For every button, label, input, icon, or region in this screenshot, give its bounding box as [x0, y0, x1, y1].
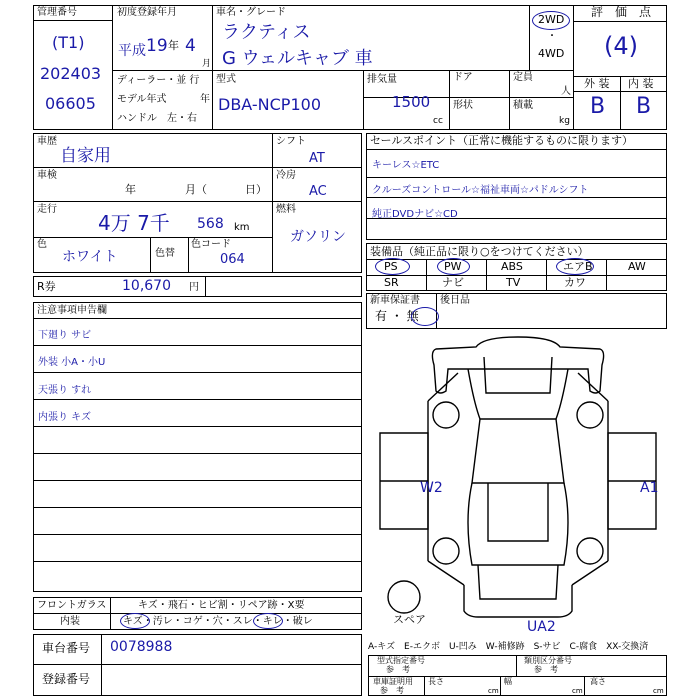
- recall-label: 後日品: [440, 295, 470, 306]
- recycle-value: 10,670: [122, 278, 171, 294]
- history-label: 車歴: [37, 136, 57, 147]
- ref-length: 長さ: [428, 677, 444, 686]
- sales-item-2: クルーズコントロール☆福祉車両☆パドルシフト: [372, 185, 589, 196]
- mileage-label: 走行: [37, 204, 57, 215]
- equip-sr: SR: [384, 276, 399, 289]
- capacity-unit: 人: [561, 86, 571, 97]
- displacement-value: 1500: [392, 93, 431, 111]
- chassis-label: 車台番号: [42, 641, 91, 655]
- shift-label: シフト: [276, 136, 306, 147]
- reg-year-unit: 年: [168, 39, 179, 52]
- drive-4wd: 4WD: [538, 47, 565, 60]
- ref-length-unit: cm: [488, 687, 499, 695]
- ref-cert-label: 車庫証明用: [373, 677, 413, 686]
- carname-grade: G ウェルキャブ 車: [222, 48, 373, 69]
- reg-month: 4: [185, 36, 196, 56]
- color-value: ホワイト: [62, 249, 118, 265]
- type-value: DBA-NCP100: [218, 95, 321, 114]
- doors-label: ドア: [453, 72, 473, 83]
- mileage-unit: km: [234, 222, 250, 233]
- carname-label: 車名・グレード: [216, 7, 286, 18]
- model-year-unit: 年: [200, 94, 210, 105]
- color-code-label: 色コード: [191, 239, 231, 250]
- ref-class-label: 類別区分番号: [524, 656, 572, 665]
- chassis-value: 0078988: [110, 639, 173, 655]
- mileage-value: 4万 7千: [98, 211, 170, 235]
- sales-item-1: キーレス☆ETC: [372, 160, 440, 171]
- fuel-label: 燃料: [276, 204, 296, 215]
- interior-label: 内装: [60, 616, 80, 627]
- ref-type-sub: 参 考: [386, 665, 410, 674]
- rating-int-label: 内 装: [628, 77, 654, 90]
- glass-options: キズ・飛石・ヒビ割・リペア跡・X要: [138, 600, 305, 611]
- rating-ext: B: [590, 94, 606, 119]
- mileage-sub: 568: [197, 216, 224, 232]
- ref-height-unit: cm: [653, 687, 664, 695]
- color-code-value: 064: [220, 252, 245, 267]
- history-value: 自家用: [60, 146, 111, 166]
- inspection-month: 月（: [185, 183, 207, 196]
- fuel-value: ガソリン: [290, 229, 346, 245]
- inspection-label: 車検: [37, 170, 57, 181]
- aircon-value: AC: [309, 184, 327, 199]
- mgmt-line2: 202403: [40, 64, 102, 83]
- color-change-label: 色替: [155, 248, 175, 259]
- glass-label: フロントガラス: [37, 600, 107, 611]
- ref-class-sub: 参 考: [534, 665, 558, 674]
- model-year-label: モデル年式: [117, 94, 167, 105]
- rating-label: 評 価 点: [591, 5, 652, 19]
- dealer-label: ディーラー・並 行: [117, 75, 200, 86]
- color-label: 色: [37, 239, 47, 250]
- rating-ext-label: 外 装: [584, 77, 610, 90]
- sales-label: セールスポイント（正常に機能するものに限ります）: [370, 134, 634, 147]
- mgmt-label: 管理番号: [37, 7, 77, 18]
- ref-width-unit: cm: [572, 687, 583, 695]
- aircon-label: 冷房: [276, 170, 296, 181]
- load-label: 積載: [513, 100, 533, 111]
- shift-value: AT: [309, 151, 325, 166]
- carname-name: ラクティス: [222, 22, 311, 43]
- note-line-4: 内張り キズ: [38, 412, 91, 423]
- equip-ps: PS: [384, 260, 398, 273]
- mgmt-line1: (T1): [52, 33, 85, 52]
- reg-label: 初度登録年月: [117, 7, 177, 18]
- reg-era: 平成: [118, 43, 146, 59]
- interior-options: キズ・汚レ・コゲ・穴・スレ・キレ・破レ: [123, 616, 313, 627]
- rating-score: (4): [604, 32, 638, 60]
- equip-abs: ABS: [501, 260, 523, 273]
- diagram-spare: スペア: [393, 613, 426, 626]
- diagram-w2: W2: [420, 480, 443, 496]
- inspection-year: 年: [125, 183, 136, 196]
- equip-pw: PW: [444, 260, 462, 273]
- type-label: 型式: [216, 74, 236, 85]
- warranty-value: 有 ・ 無: [375, 309, 419, 323]
- equip-leather: カワ: [564, 276, 586, 289]
- equip-airbag: エアB: [563, 260, 593, 273]
- rating-int: B: [636, 94, 652, 119]
- note-line-1: 下廻り サビ: [38, 330, 92, 341]
- equipment-label: 装備品（純正品に限り○をつけてください）: [370, 245, 589, 258]
- registration-label: 登録番号: [42, 672, 91, 686]
- ref-width: 幅: [504, 677, 512, 686]
- drive-2wd: 2WD: [538, 13, 565, 26]
- equip-aw: AW: [628, 260, 646, 273]
- note-line-2: 外装 小A・小U: [38, 357, 106, 368]
- warranty-label: 新車保証書: [370, 295, 420, 306]
- shape-label: 形状: [453, 100, 473, 111]
- ref-cert-sub: 参 考: [380, 686, 404, 695]
- ref-type-label: 型式指定番号: [377, 656, 425, 665]
- recycle-unit: 円: [189, 282, 199, 293]
- diagram-ua2: UA2: [527, 619, 556, 635]
- damage-legend: A-キズ E-エクボ U-凹み W-補修跡 S-サビ C-腐食 XX-交換済: [368, 642, 649, 652]
- drive-dot: ・: [547, 31, 557, 42]
- notes-label: 注意事項申告欄: [37, 305, 107, 316]
- capacity-label: 定員: [513, 72, 533, 83]
- handle-label: ハンドル 左・右: [117, 113, 197, 124]
- recycle-label: R券: [37, 280, 56, 293]
- ref-height: 高さ: [590, 677, 606, 686]
- diagram-a1: A1: [640, 480, 659, 496]
- car-damage-diagram: [368, 333, 668, 633]
- note-line-3: 天張り すれ: [38, 385, 92, 396]
- equip-tv: TV: [506, 276, 521, 289]
- displacement-unit: cc: [433, 116, 443, 126]
- reg-month-unit: 月: [202, 59, 212, 69]
- mgmt-line3: 06605: [45, 94, 96, 113]
- displacement-label: 排気量: [367, 74, 397, 85]
- reg-year: 19: [146, 36, 168, 56]
- equip-navi: ナビ: [442, 276, 464, 289]
- load-unit: kg: [559, 116, 570, 126]
- inspection-day: 日）: [245, 183, 267, 196]
- sales-item-3: 純正DVDナビ☆CD: [372, 209, 458, 220]
